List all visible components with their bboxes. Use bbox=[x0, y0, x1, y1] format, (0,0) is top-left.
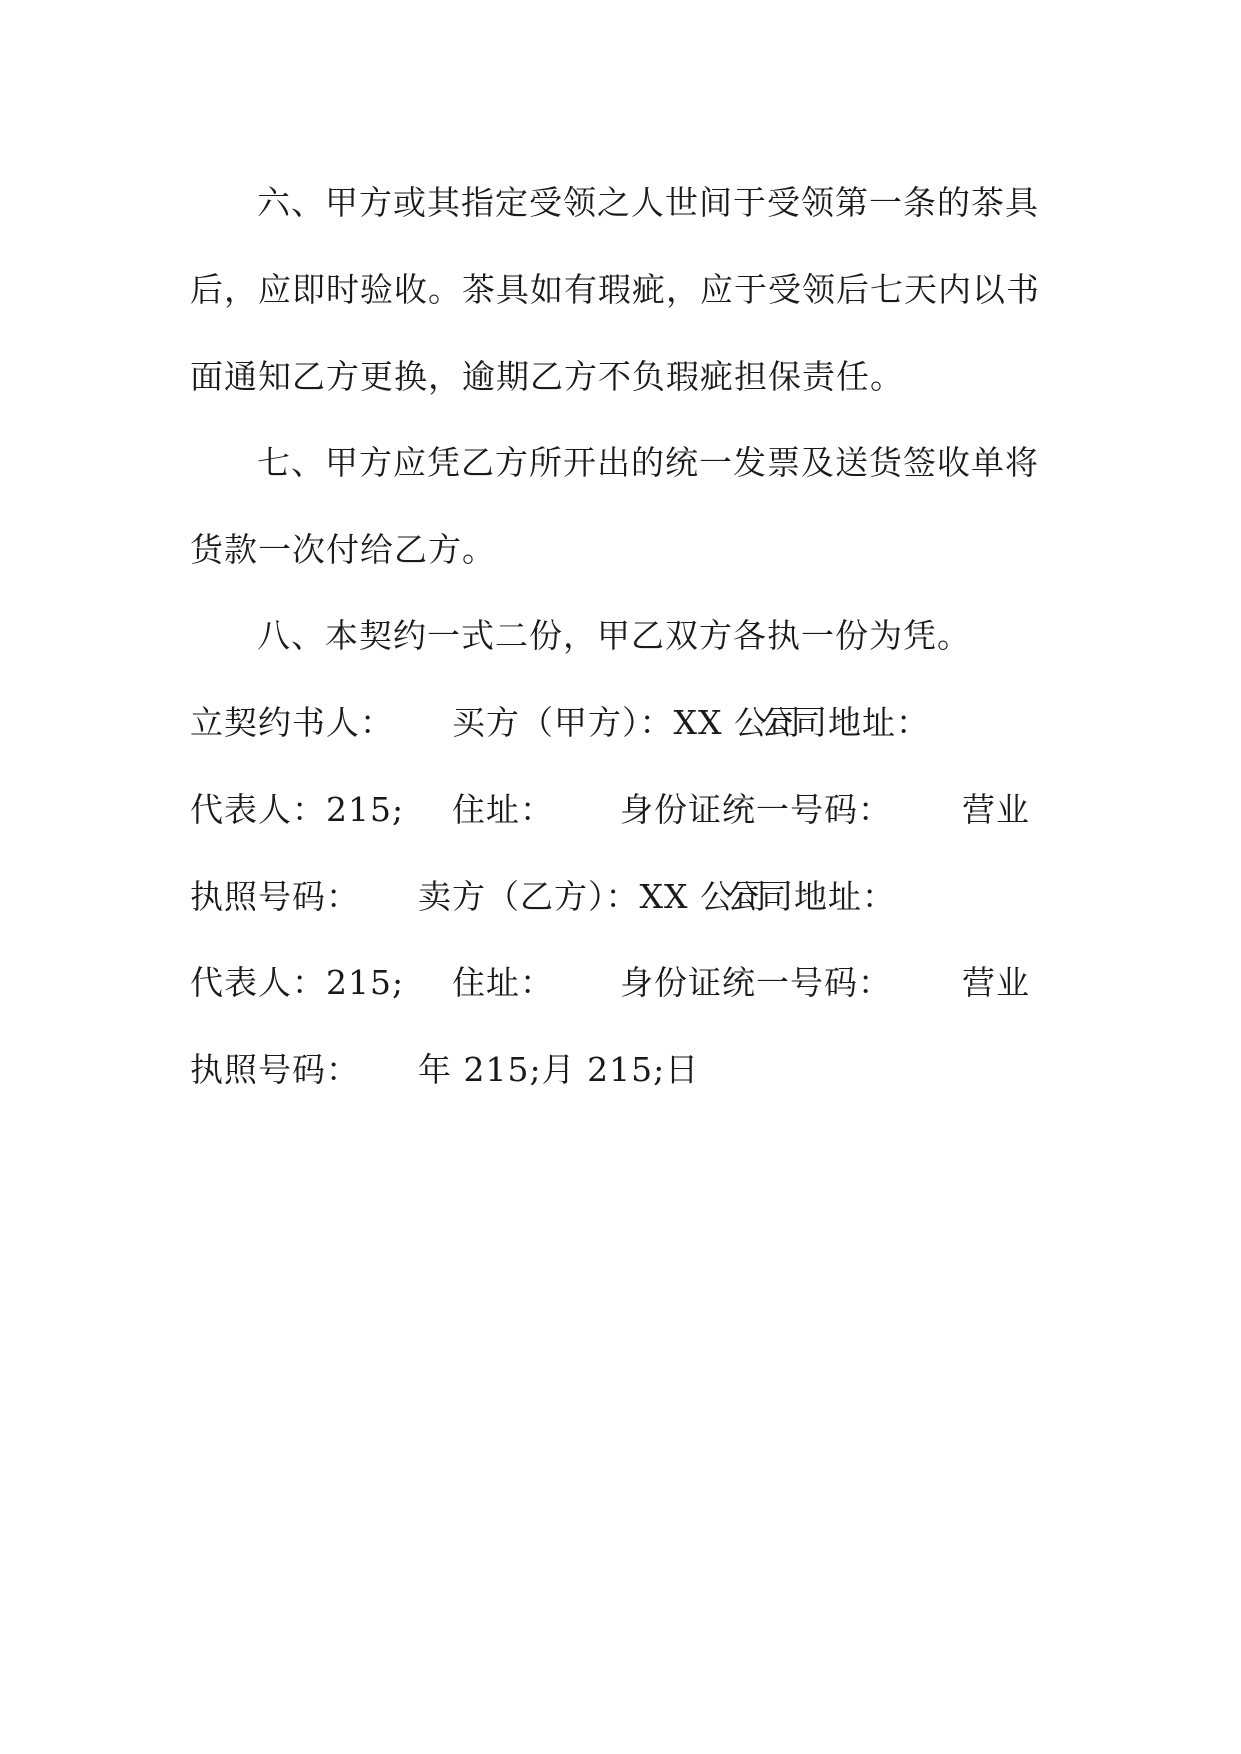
seller-license-label-start: 营业 bbox=[962, 963, 1030, 1002]
buyer-residence-label: 住址： bbox=[452, 790, 554, 829]
seller-representative: 代表人：215; bbox=[190, 963, 405, 1002]
buyer-license-label-start: 营业 bbox=[962, 790, 1030, 829]
clause-6-line-3: 面通知乙方更换，逾期乙方不负瑕疵担保责任。 bbox=[190, 357, 904, 396]
clause-8-line-1: 八、本契约一式二份，甲乙双方各执一份为凭。 bbox=[257, 616, 971, 655]
buyer-representative: 代表人：215; bbox=[190, 790, 405, 829]
seller-license-label-end: 执照号码： bbox=[190, 1050, 360, 1089]
clause-6-line-1: 六、甲方或其指定受领之人世间于受领第一条的茶具 bbox=[257, 183, 1039, 222]
clause-7-line-1: 七、甲方应凭乙方所开出的统一发票及送货签收单将 bbox=[257, 443, 1039, 482]
buyer-name: 买方（甲方）：XX 公司 bbox=[452, 703, 802, 742]
buyer-address-label: 公司地址： bbox=[760, 703, 930, 742]
seller-id-label: 身份证统一号码： bbox=[620, 963, 892, 1002]
buyer-license-label-end: 执照号码： bbox=[190, 877, 360, 916]
seller-address-label: 公司地址： bbox=[726, 877, 896, 916]
clause-7-line-2: 货款一次付给乙方。 bbox=[190, 530, 496, 569]
seller-residence-label: 住址： bbox=[452, 963, 554, 1002]
signing-date: 年 215;月 215;日 bbox=[418, 1050, 700, 1089]
clause-6-line-2: 后，应即时验收。茶具如有瑕疵，应于受领后七天内以书 bbox=[190, 270, 1040, 309]
seller-name: 卖方（乙方）：XX 公司 bbox=[418, 877, 768, 916]
signatories-label: 立契约书人： bbox=[190, 703, 394, 742]
buyer-id-label: 身份证统一号码： bbox=[620, 790, 892, 829]
